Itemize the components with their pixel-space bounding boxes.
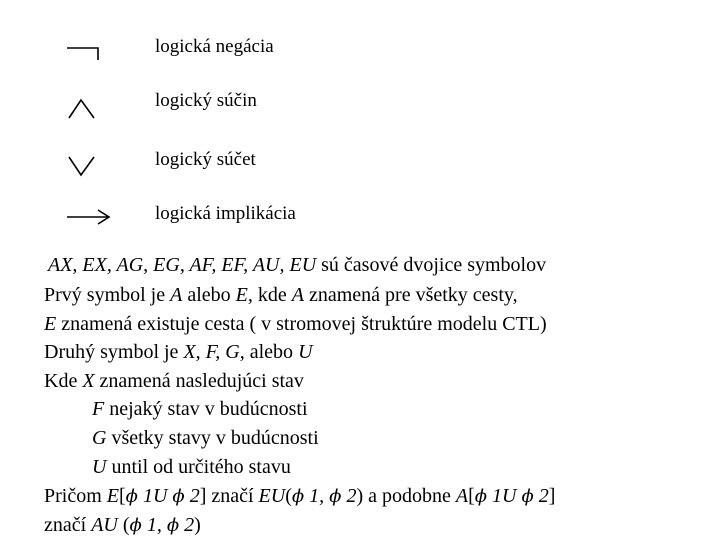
text-fragment: alebo bbox=[244, 341, 299, 363]
text-fragment: Pričom bbox=[44, 485, 107, 507]
text-fragment: Prvý symbol je bbox=[44, 284, 171, 306]
text-fragment: A bbox=[170, 284, 183, 306]
text-fragment: ( bbox=[285, 485, 292, 507]
text-fragment: ( bbox=[117, 514, 130, 536]
logical-and-icon bbox=[66, 96, 98, 120]
phi-symbol: ϕ bbox=[474, 486, 488, 507]
text-fragment: znamená existuje cesta ( v stromovej štruktúre modelu CTL) bbox=[56, 313, 547, 335]
negation-label: logická negácia bbox=[155, 36, 274, 57]
text-fragment: ) a podobne bbox=[356, 485, 456, 507]
phi-symbol: ϕ bbox=[166, 515, 180, 536]
text-fragment: AU bbox=[91, 514, 118, 536]
text-fragment: Kde bbox=[44, 370, 83, 392]
text-fragment: until od určitého stavu bbox=[106, 456, 291, 478]
text-fragment: E bbox=[106, 485, 119, 507]
text-line-9 bbox=[44, 484, 555, 509]
text-fragment: ] značí bbox=[199, 485, 259, 507]
implication-arrow-icon bbox=[64, 206, 114, 228]
text-line-8 bbox=[92, 455, 291, 479]
text-fragment: E bbox=[44, 313, 57, 335]
text-fragment: 1U bbox=[137, 485, 173, 507]
text-line-6 bbox=[92, 397, 308, 421]
text-fragment: 2 bbox=[179, 514, 195, 536]
text-fragment: A bbox=[291, 284, 304, 306]
text-fragment: 1U bbox=[487, 485, 522, 507]
phi-symbol: ϕ bbox=[329, 486, 342, 507]
operator-list: AX, EX, AG, EG, AF, EF, AU, EU bbox=[48, 254, 317, 276]
text-fragment: všetky stavy v budúcnosti bbox=[106, 427, 319, 449]
text-fragment: 1, bbox=[304, 485, 330, 507]
text-fragment: U bbox=[92, 456, 107, 478]
and-label: logický súčin bbox=[155, 90, 257, 111]
phi-symbol: ϕ bbox=[129, 515, 142, 536]
text-fragment: kde bbox=[252, 284, 292, 306]
text-fragment: znamená nasledujúci stav bbox=[94, 370, 304, 392]
text-line-10 bbox=[44, 513, 201, 538]
text-fragment: 2 bbox=[533, 485, 549, 507]
or-label: logický súčet bbox=[155, 149, 256, 170]
phi-symbol: ϕ bbox=[291, 486, 305, 507]
text-fragment: F bbox=[92, 398, 105, 420]
phi-symbol: ϕ bbox=[172, 486, 185, 507]
text-line-5 bbox=[44, 369, 304, 393]
logical-or-icon bbox=[66, 154, 98, 178]
text-fragment: G bbox=[92, 427, 107, 449]
phi-symbol: ϕ bbox=[125, 486, 138, 507]
text-line-3 bbox=[44, 312, 547, 336]
text-line-4 bbox=[44, 340, 313, 364]
text-fragment: znamená pre všetky cesty, bbox=[303, 284, 518, 306]
text-fragment: sú časové dvojice symbolov bbox=[316, 254, 547, 276]
text-fragment: značí bbox=[44, 514, 92, 536]
negation-icon bbox=[64, 42, 104, 64]
text-fragment: U bbox=[298, 341, 313, 363]
text-fragment: nejaký stav v budúcnosti bbox=[104, 398, 308, 420]
text-line-2 bbox=[44, 283, 518, 307]
implication-label: logická implikácia bbox=[155, 203, 296, 224]
text-fragment: Druhý symbol je bbox=[44, 341, 184, 363]
text-fragment: 2 bbox=[184, 485, 200, 507]
text-fragment: ] bbox=[548, 485, 556, 507]
text-fragment: [ bbox=[119, 485, 126, 507]
text-fragment: A bbox=[455, 485, 469, 507]
text-fragment: X, F, G, bbox=[183, 341, 245, 363]
text-fragment: 1, bbox=[141, 514, 167, 536]
text-fragment: EU bbox=[258, 485, 286, 507]
text-fragment: X bbox=[82, 370, 95, 392]
text-fragment: [ bbox=[468, 485, 475, 507]
text-line-7 bbox=[92, 426, 319, 450]
text-fragment: ) bbox=[194, 514, 201, 536]
text-fragment: 2 bbox=[341, 485, 357, 507]
phi-symbol: ϕ bbox=[521, 486, 534, 507]
text-fragment: E, bbox=[235, 284, 253, 306]
text-line-1 bbox=[48, 253, 546, 277]
text-fragment: alebo bbox=[182, 284, 236, 306]
